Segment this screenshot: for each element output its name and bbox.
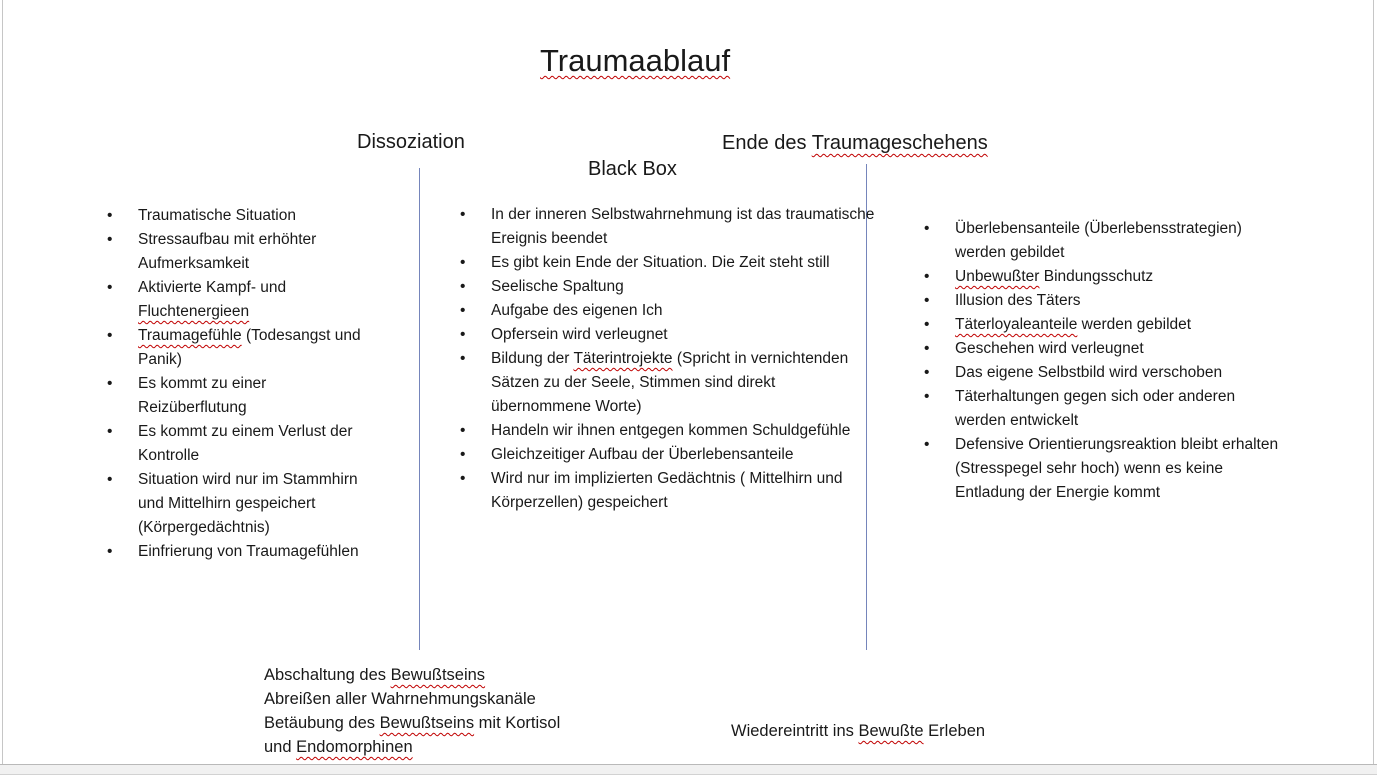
- list-item: • Es kommt zu einem Verlust der Kontrolle: [103, 420, 371, 468]
- slide-title: [540, 42, 730, 80]
- list-item: • In der inneren Selbstwahrnehmung ist das traumatische Ereignis beendet: [456, 203, 876, 251]
- header-black-box: Black Box: [588, 158, 677, 180]
- list-item: Betäubung des Bewußtseins mit Kortisol: [264, 714, 561, 732]
- spell-error-word: Bewußtseins: [390, 666, 486, 684]
- slide-left-border: [2, 0, 3, 766]
- spell-error-word: Fluchtenergieen: [138, 303, 250, 320]
- list-item: • Täterloyaleanteile werden gebildet: [920, 313, 1288, 337]
- spell-error-word: Traumageschehens: [811, 132, 988, 154]
- spell-error-word: Täterloyaleanteile: [955, 316, 1078, 333]
- list-item: • Täterhaltungen gegen sich oder anderen werden entwickelt: [920, 385, 1288, 433]
- list-item: • Einfrierung von Traumagefühlen: [103, 540, 371, 564]
- list-item: • Traumatische Situation: [103, 204, 371, 228]
- slide-right-border: [1373, 0, 1374, 766]
- spell-error-word: Bewußte: [858, 722, 924, 740]
- header-ende-des-traumageschehens: Ende des Traumageschehens: [722, 132, 988, 154]
- bullet-list-ende-des-traumageschehens: [920, 217, 1288, 505]
- list-item: • Es kommt zu einer Reizüberflutung: [103, 372, 371, 420]
- list-item: • Illusion des Täters: [920, 289, 1288, 313]
- list-item: • Wird nur im implizierten Gedächtnis ( Mittelhirn und Körperzellen) gespeichert: [456, 467, 876, 515]
- spell-error-word: Bewußtseins: [379, 714, 475, 732]
- bullet-list-black-box: [456, 203, 876, 515]
- divider-line-left: [419, 168, 420, 650]
- slide-bottom-border: [0, 764, 1377, 775]
- list-item: • Bildung der Täterintrojekte (Spricht in vernichtenden Sätzen zu der Seele, Stimmen sind direkt übernommene Worte): [456, 347, 876, 419]
- list-item: • Aufgabe des eigenen Ich: [456, 299, 876, 323]
- spell-error-word: Endomorphinen: [296, 738, 413, 756]
- spell-error-word: Unbewußter: [955, 268, 1040, 285]
- list-item: • Seelische Spaltung: [456, 275, 876, 299]
- spell-error-word: Traumagefühle: [138, 327, 242, 344]
- list-item: • Es gibt kein Ende der Situation. Die Zeit steht still: [456, 251, 876, 275]
- list-item: • Situation wird nur im Stammhirn und Mittelhirn gespeichert (Körpergedächtnis): [103, 468, 371, 540]
- list-item: • Opfersein wird verleugnet: [456, 323, 876, 347]
- footnote-wiedereintritt-text: Wiedereintritt ins Bewußte Erleben: [731, 722, 986, 740]
- list-item: • Stressaufbau mit erhöhter Aufmerksamkeit: [103, 228, 371, 276]
- list-item: • Überlebensanteile (Überlebensstrategien) werden gebildet: [920, 217, 1288, 265]
- list-item: • Traumagefühle (Todesangst und Panik): [103, 324, 371, 372]
- list-item: und Endomorphinen: [264, 738, 413, 756]
- list-item: Abreißen aller Wahrnehmungskanäle: [264, 690, 536, 708]
- list-item: • Geschehen wird verleugnet: [920, 337, 1288, 361]
- list-item: • Das eigene Selbstbild wird verschoben: [920, 361, 1288, 385]
- footnote-dissoziation-text: [264, 663, 624, 759]
- header-dissoziation: Dissoziation: [357, 131, 465, 153]
- list-item: • Handeln wir ihnen entgegen kommen Schuldgefühle: [456, 419, 876, 443]
- bullet-list-dissoziation: [103, 204, 371, 564]
- list-item: • Defensive Orientierungsreaktion bleibt erhalten (Stresspegel sehr hoch) wenn es keine Entladung der Energie kommt: [920, 433, 1288, 505]
- list-item: • Aktivierte Kampf- und Fluchtenergieen: [103, 276, 371, 324]
- spell-error-word: Traumaablauf: [540, 43, 731, 78]
- list-item: Abschaltung des Bewußtseins: [264, 666, 486, 684]
- spell-error-word: Täterintrojekte: [573, 350, 673, 367]
- list-item: • Gleichzeitiger Aufbau der Überlebensanteile: [456, 443, 876, 467]
- list-item: • Unbewußter Bindungsschutz: [920, 265, 1288, 289]
